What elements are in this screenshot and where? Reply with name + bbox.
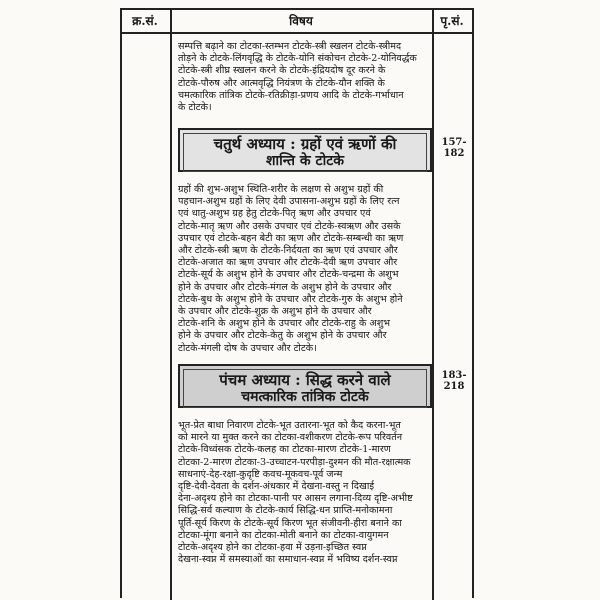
chapter-5-heading bbox=[178, 364, 432, 408]
text-line: भूत-प्रेत बाधा निवारण टोटके-भूत उतारना-भूत को कैद करना-भूत bbox=[178, 420, 401, 431]
text-line: टोटके-स्त्री शीघ्र स्खलन करने के टोटके-इंद्रियदोष दूर करने के bbox=[178, 65, 386, 77]
text-line: टोटका-2-मारण टोटका-3-उच्चाटन-परपीड़ा-दुश्मन की मौत-रक्षात्मक bbox=[178, 456, 411, 468]
text-line: के उपचार और टोटके-शुक्र के अशुभ होने के उपचार और bbox=[178, 306, 372, 318]
text-line: टोटके-अजात का ऋण उपचार और टोटके-देवी ऋण उपचार और bbox=[178, 257, 398, 269]
chapter-4-title: चतुर्थ अध्याय : ग्रहों एवं ऋणों की bbox=[213, 135, 397, 153]
text-line: उपचार एवं टोटके-बहन बेटी का ऋण और टोटके-सम्बन्धी का ऋण bbox=[178, 232, 404, 244]
text-line: के टोटके। bbox=[178, 102, 212, 114]
text-line: को मारने या मुक्त करने का टोटका-वशीकरण टोटके-रूप परिवर्तन bbox=[178, 432, 403, 444]
chapter-5-subtitle: चमत्कारिक तांत्रिक टोटके bbox=[241, 389, 369, 405]
text-line: सम्पत्ति बढ़ाने का टोटका-स्तम्भन टोटके-स्त्री स्खलन टोटके-स्त्रीमद bbox=[178, 41, 402, 52]
column-divider-pages bbox=[432, 8, 434, 600]
text-line: ग्रहों की शुभ-अशुभ स्थिति-शरीर के लक्षण से अशुभ ग्रहों की bbox=[178, 184, 384, 195]
text-line: होने के उपचार और टोटके-मंगल के अशुभ होने के उपचार और bbox=[178, 281, 392, 293]
text-line: पहचान-अशुभ ग्रहों के लिए देवी उपासना-अशुभ ग्रहों के लिए रत्न bbox=[178, 196, 400, 208]
text-line: देखना-स्वप्न में समस्याओं का समाधान-स्वप्न में भविष्य दर्शन-स्वप्न bbox=[178, 554, 398, 566]
chapter-5-title: पंचम अध्याय : सिद्ध करने वाले bbox=[219, 371, 391, 389]
text-line: टोटके-मंगली दोष के उपचार और टोटके। bbox=[178, 342, 317, 354]
chapter-4-pages: 157-182 bbox=[441, 137, 467, 159]
chapter-5-body bbox=[178, 420, 430, 566]
text-line: तोड़ने के टोटके-लिंगवृद्धि के टोटके-योनि संकोचन टोटके-2-योनिवर्द्धक bbox=[178, 53, 417, 65]
header-serial-no: क्र.सं. bbox=[132, 14, 158, 28]
text-line: टोटके-पौरुष और आत्मवृद्धि नियंत्रण के टोटके-यौन शक्ति के bbox=[178, 77, 385, 89]
text-line: पूर्ति-सूर्य किरण के टोटके-सूर्य किरण भूत संजीवनी-हीरा बनाने का bbox=[178, 517, 402, 529]
table-header-row bbox=[120, 8, 474, 34]
chapter-4-heading bbox=[178, 128, 432, 172]
text-line: टोटके-मातृ ऋण और उसके उपचार एवं टोटके-स्वऋण और उसके bbox=[178, 220, 401, 232]
text-line: होने के उपचार और टोटके-केतु के अशुभ होने के उपचार और bbox=[178, 330, 387, 342]
text-line: टोटका-मूंगा बनाने का टोटका-मोती बनाने का टोटका-वायुगमन bbox=[178, 529, 389, 541]
text-line: सिद्धि-सर्व कल्याण के टोटके-कार्य सिद्धि-धन प्राप्ति-मनोकामना bbox=[178, 505, 393, 517]
text-line: दृष्टि-देवी-देवता के दर्शन-अंधकार में देखना-वस्तु न दिखाई bbox=[178, 481, 375, 493]
header-subject: विषय bbox=[289, 14, 313, 28]
chapter-5-pages: 183-218 bbox=[441, 370, 467, 392]
chapter-4-body bbox=[178, 184, 430, 355]
header-page-no: पृ.सं. bbox=[440, 14, 464, 28]
text-line: टोटके-सूर्य के अशुभ होने के उपचार और टोटके-चन्द्रमा के अशुभ bbox=[178, 269, 399, 281]
chapter-4-subtitle: शान्ति के टोटके bbox=[265, 153, 345, 169]
text-line: टोटके-शनि के अशुभ होने के उपचार और टोटके-राहु के अशुभ bbox=[178, 318, 390, 330]
text-line: टोटके-बुध के अशुभ होने के उपचार और टोटके-गुरु के अशुभ होने bbox=[178, 293, 403, 305]
intro-paragraph bbox=[178, 41, 430, 114]
column-divider-serial bbox=[170, 8, 172, 600]
text-line: और टोटके-स्त्री ऋण के टोटके-निर्दयता का ऋण एवं उपचार और bbox=[178, 245, 398, 257]
text-line: देना-अदृश्य होने का टोटका-पानी पर आसन लगाना-दिव्य दृष्टि-अभीष्ट bbox=[178, 493, 413, 505]
text-line: साधनाएं-देह-रक्षा-कुदृष्टि कवच-मूकवच-पूर्व जन्म bbox=[178, 468, 343, 480]
text-line: टोटके-अदृश्य होने का टोटका-हवा में उड़ना-इच्छित स्वप्न bbox=[178, 542, 367, 554]
text-line: एवं धातु-अशुभ ग्रह हेतु टोटके-पितृ ऋण और उपचार एवं bbox=[178, 208, 371, 220]
text-line: चमत्कारिक तांत्रिक टोटके-रतिक्रीड़ा-प्रणय आदि के टोटके-गर्भाधान bbox=[178, 89, 404, 101]
text-line: टोटके-विध्वंसक टोटके-कलह का टोटका-मारण टोटके-1-मारण bbox=[178, 444, 391, 456]
